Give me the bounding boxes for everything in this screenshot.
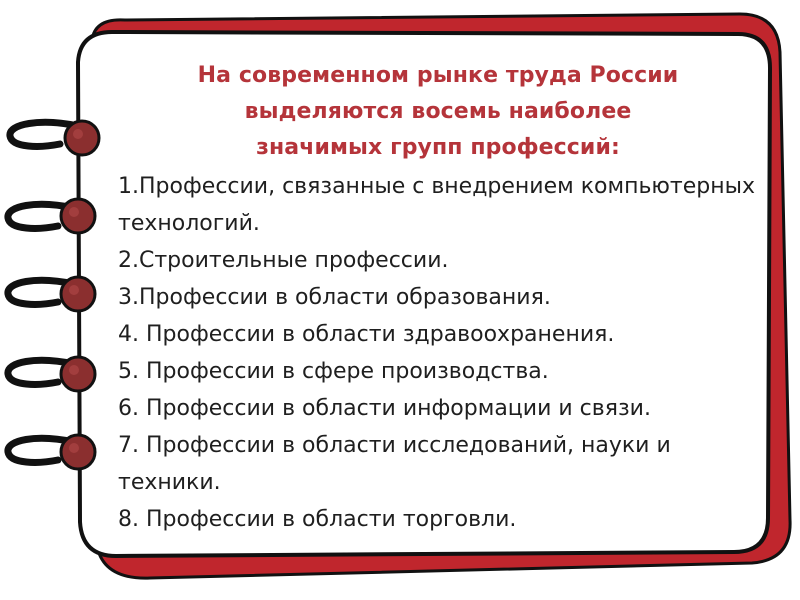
item-number: 1. — [118, 174, 139, 199]
item-text: Строительные профессии. — [139, 248, 449, 273]
list-item — [118, 353, 758, 390]
item-text: Профессии в области торговли. — [139, 507, 517, 532]
item-text: Профессии в области здравоохранения. — [139, 322, 615, 347]
spiral-ring-icon — [8, 199, 95, 233]
list-item — [118, 168, 758, 242]
title-line: выделяются восемь наиболее — [244, 99, 632, 124]
spiral-ring-icon — [8, 435, 95, 469]
item-number: 4. — [118, 322, 139, 347]
spiral-ring-icon — [10, 121, 99, 155]
item-text: Профессии в области исследований, науки и техники. — [118, 433, 671, 495]
list-item — [118, 316, 758, 353]
item-number: 2. — [118, 248, 139, 273]
list-item — [118, 427, 758, 501]
spiral-ring-icon — [8, 357, 95, 391]
item-text: Профессии, связанные с внедрением компьютерных технологий. — [118, 174, 756, 236]
item-number: 5. — [118, 359, 139, 384]
item-number: 8. — [118, 507, 139, 532]
spiral-ring-icon — [8, 277, 95, 311]
item-text: Профессии в области информации и связи. — [139, 396, 651, 421]
slide-title — [118, 58, 758, 166]
item-number: 7. — [118, 433, 139, 458]
slide-content — [118, 58, 758, 588]
title-line: значимых групп профессий: — [256, 135, 620, 160]
item-number: 6. — [118, 396, 139, 421]
item-text: Профессии в сфере производства. — [139, 359, 549, 384]
profession-list — [118, 168, 758, 538]
list-item — [118, 390, 758, 427]
list-item — [118, 501, 758, 538]
list-item — [118, 242, 758, 279]
list-item — [118, 279, 758, 316]
title-line: На современном рынке труда России — [197, 63, 679, 88]
item-number: 3. — [118, 285, 139, 310]
item-text: Профессии в области образования. — [139, 285, 551, 310]
